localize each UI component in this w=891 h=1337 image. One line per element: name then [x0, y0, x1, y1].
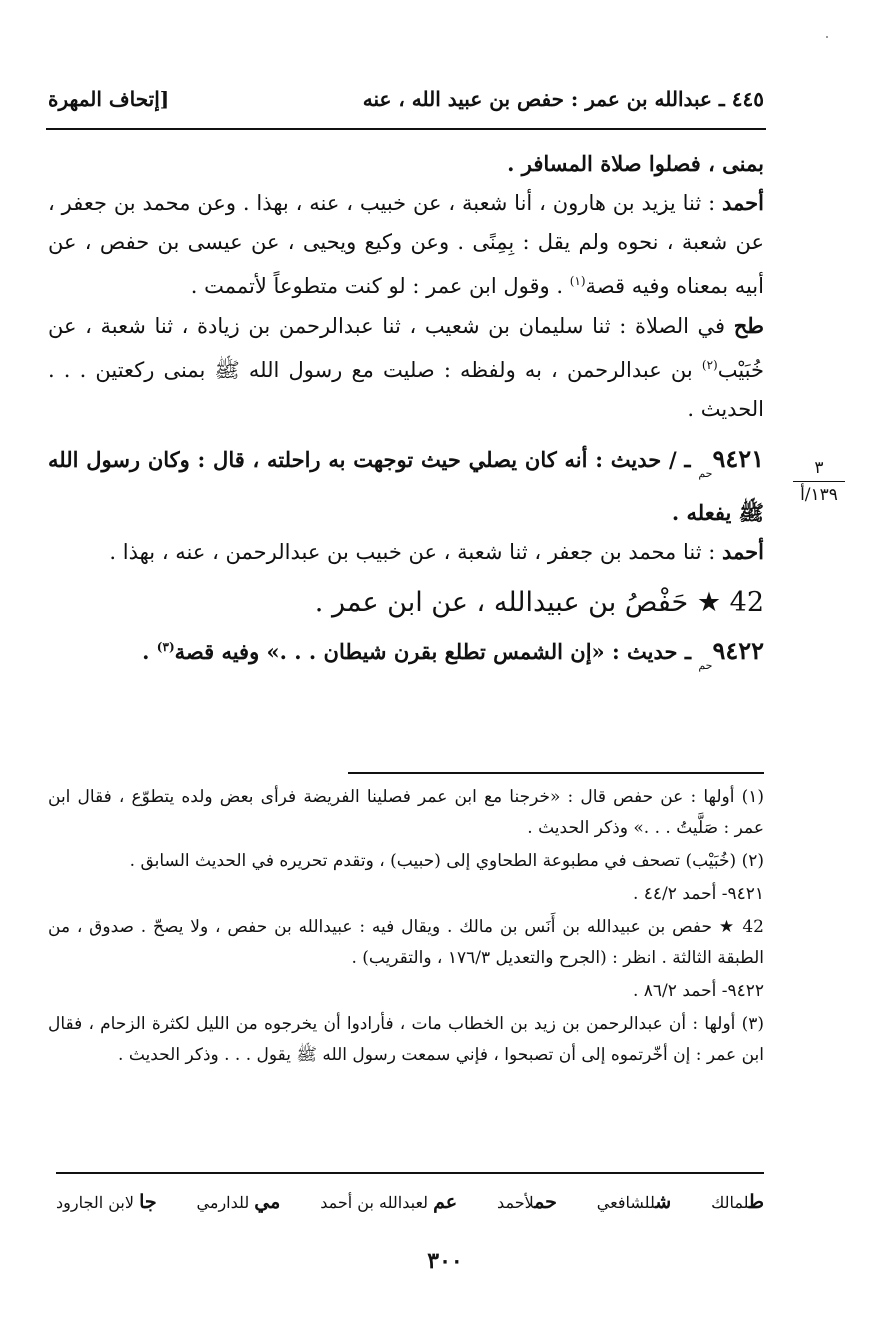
- hadith-9422: [48, 628, 764, 685]
- footnotes: [48, 782, 764, 1073]
- margin-note-divider: [793, 481, 845, 482]
- paragraph-text: في الصلاة : ثنا سليمان بن شعيب ، ثنا عبدالرحمن بن زيادة ، ثنا شعبة ، عن خُبَيْب: [48, 314, 764, 382]
- paragraph-tahawi: [48, 306, 764, 429]
- footnote-ref: (٢): [701, 358, 718, 372]
- hadith-source-code: حم: [698, 659, 713, 672]
- footnote-6: (٣) أولها : أن عبدالرحمن بن زيد بن الخطاب مات ، فأرادوا أن يخرجوه من الليل لكثرة الزحام ، فقال ابن عمر : إن أخّرتموه إلى أن تصبحوا ، فإني سمعت رسول الله ﷺ يقول . . . وذكر الحديث .: [48, 1014, 764, 1065]
- paragraph-continuation: بمنى ، فصلوا صلاة المسافر .: [507, 151, 764, 176]
- section-number: 42: [729, 587, 764, 618]
- paragraph-text: بن عبدالرحمن ، به ولفظه : صليت مع رسول الله ﷺ بمنى ركعتين . . . الحديث .: [48, 358, 764, 421]
- hadith-text: ـ / حديث : أنه كان يصلي حيث توجهت به راحلته ، قال : وكان رسول الله ﷺ يفعله .: [48, 447, 764, 525]
- margin-note: [793, 457, 845, 506]
- paragraph-ahmad-2: [48, 532, 764, 572]
- header-rule: [46, 128, 766, 130]
- star-icon: ★: [696, 587, 722, 618]
- footnote-ref: (١): [569, 274, 586, 288]
- margin-note-top: ٣: [814, 458, 824, 478]
- margin-note-bottom: ١٣٩/أ: [800, 485, 838, 505]
- paragraph-text: . وقول ابن عمر : لو كنت متطوعاً لأتممت .: [190, 274, 564, 298]
- abbreviation-item: طلمالك: [711, 1191, 764, 1213]
- paragraph-text: : ثنا يزيد بن هارون ، أنا شعبة ، عن خبيب ، عنه ، بهذا . وعن محمد بن جعفر ، عن شعبة ، نحوه ولم يقل : بِمِنًى . وعن وكيع ويحيى ، عن عيسى بن حفص ، عن أبيه بمعناه وفيه قصة: [48, 191, 764, 298]
- abbreviation-item: مي للدارمي: [196, 1191, 281, 1213]
- page-number: ٣٠٠: [427, 1248, 463, 1274]
- section-title: حَفْصُ بن عبيدالله ، عن ابن عمر .: [314, 587, 689, 618]
- hadith-number: ٩٤٢١: [712, 444, 764, 473]
- hadith-number: ٩٤٢٢: [712, 636, 764, 665]
- abbreviation-item: عم لعبدالله بن أحمد: [320, 1191, 458, 1213]
- footnote-rule: [348, 772, 764, 774]
- footnote-ref: (٣): [156, 640, 175, 654]
- footnote-2: (٢) (خُبَيْب) تصحف في مطبوعة الطحاوي إلى (حبيب) ، وتقدم تحريره في الحديث السابق .: [129, 851, 764, 871]
- source-label: طح: [733, 313, 764, 338]
- main-text: [48, 144, 764, 685]
- footnote-4: 42 ★ حفص بن عبيدالله بن أَنَس بن مالك . ويقال فيه : عبيدالله بن حفص ، ولا يصحّ . صدوق ، من الطبقة الثالثة . انظر : (الجرح والتعديل ١٧٦/٣ ، والتقريب) .: [48, 917, 764, 968]
- header-book-title: [إتحاف المهرة: [48, 87, 170, 111]
- scan-speck: [826, 36, 828, 38]
- hadith-9421: [48, 439, 764, 532]
- abbreviations-rule: [56, 1172, 764, 1174]
- section-heading: [48, 578, 764, 628]
- source-label: أحمد: [722, 190, 764, 215]
- footnote-1: (١) أولها : عن حفص قال : «خرجنا مع ابن عمر فصلينا الفريضة فرأى بعض ولده يتطوّع ، فقال ابن عمر : صَلَّيتُ . . .» وذكر الحديث .: [48, 787, 764, 838]
- hadith-source-code: حم: [698, 467, 713, 480]
- footnote-5: ٩٤٢٢- أحمد ٨٦/٢ .: [632, 981, 764, 1001]
- abbreviation-item: شللشافعي: [596, 1191, 672, 1213]
- running-header: [48, 82, 764, 116]
- hadith-text: .: [142, 639, 150, 664]
- hadith-text: ـ حديث : «إن الشمس تطلع بقرن شيطان . . .» وفيه قصة: [174, 639, 691, 664]
- header-chapter-title: ٤٤٥ ـ عبدالله بن عمر : حفص بن عبيد الله ، عنه: [362, 87, 764, 111]
- paragraph-text: : ثنا محمد بن جعفر ، ثنا شعبة ، عن خبيب بن عبدالرحمن ، عنه ، بهذا .: [109, 540, 716, 564]
- abbreviations-legend: [56, 1184, 764, 1220]
- footnote-3: ٩٤٢١- أحمد ٤٤/٢ .: [632, 884, 764, 904]
- abbreviation-item: حملأحمد: [497, 1191, 557, 1213]
- paragraph-ahmad-1: [48, 183, 764, 306]
- source-label: أحمد: [722, 539, 764, 564]
- abbreviation-item: جا لابن الجارود: [56, 1191, 157, 1213]
